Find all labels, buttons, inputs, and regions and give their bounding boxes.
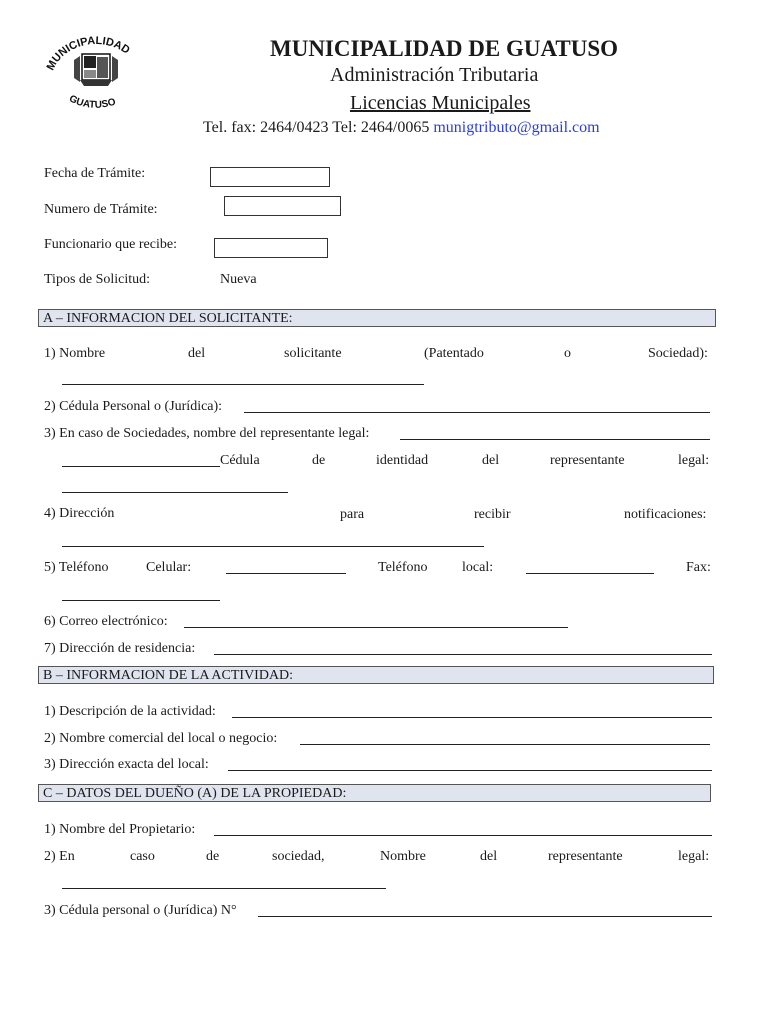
- a-q5-fax-line[interactable]: [62, 600, 220, 601]
- a-q1-answer-line[interactable]: [62, 384, 424, 385]
- numero-label: Numero de Trámite:: [44, 202, 158, 217]
- a-q3b-w1: de: [312, 453, 326, 468]
- a-q1-w1: del: [188, 346, 206, 361]
- contact-phones: Tel. fax: 2464/0423 Tel: 2464/0065: [203, 119, 430, 136]
- section-b-header: B – INFORMACION DE LA ACTIVIDAD:: [38, 666, 714, 684]
- c-q2-w1: caso: [130, 849, 155, 864]
- c-q2-w7: legal:: [678, 849, 710, 864]
- a-q1-w4: o: [564, 346, 571, 361]
- c-q1-label: 1) Nombre del Propietario:: [44, 822, 196, 837]
- page-subtitle-administracion: Administración Tributaria: [330, 64, 539, 86]
- a-q1-w5: Sociedad):: [648, 346, 708, 361]
- b-q3-answer-line[interactable]: [228, 770, 712, 771]
- a-q5-w0: 5) Teléfono: [44, 560, 109, 575]
- c-q2-w5: del: [480, 849, 498, 864]
- contact-line: [203, 119, 600, 137]
- logo-top-text: MUNICIPALIDAD: [44, 34, 132, 73]
- a-q4-w0: 4) Dirección: [44, 506, 115, 521]
- a-q5-w3: local:: [462, 560, 494, 575]
- fecha-input[interactable]: [210, 167, 330, 187]
- b-q2-answer-line[interactable]: [300, 744, 710, 745]
- a-q6-label: 6) Correo electrónico:: [44, 614, 168, 629]
- funcionario-input[interactable]: [214, 238, 328, 258]
- municipal-seal-icon: [40, 30, 150, 110]
- municipal-logo: [40, 30, 150, 110]
- a-q3b-w0: Cédula: [220, 453, 260, 468]
- section-c-header: C – DATOS DEL DUEÑO (A) DE LA PROPIEDAD:: [38, 784, 711, 802]
- c-q2-w2: de: [206, 849, 220, 864]
- a-q3-label: 3) En caso de Sociedades, nombre del representante legal:: [44, 426, 370, 441]
- a-q1-w0: 1) Nombre: [44, 346, 106, 361]
- a-q4-w1: para: [340, 507, 365, 522]
- a-q2-label: 2) Cédula Personal o (Jurídica):: [44, 399, 223, 414]
- a-q5-w4: Fax:: [686, 560, 711, 575]
- c-q2-w6: representante: [548, 849, 623, 864]
- a-q1-w3: (Patentado: [424, 346, 484, 361]
- tipos-label: Tipos de Solicitud:: [44, 272, 151, 287]
- tipos-value: Nueva: [220, 272, 257, 287]
- a-q7-answer-line[interactable]: [214, 654, 712, 655]
- c-q2-answer-line[interactable]: [62, 888, 386, 889]
- a-q5-w1: Celular:: [146, 560, 192, 575]
- c-q2-w4: Nombre: [380, 849, 426, 864]
- page-subtitle-licencias: Licencias Municipales: [350, 92, 531, 114]
- c-q1-answer-line[interactable]: [214, 835, 712, 836]
- a-q2-answer-line[interactable]: [244, 412, 710, 413]
- a-q6-answer-line[interactable]: [184, 627, 568, 628]
- a-q3b-w3: del: [482, 453, 500, 468]
- a-q3b-answer-line[interactable]: [62, 466, 220, 467]
- a-q3b-w2: identidad: [376, 453, 429, 468]
- b-q1-answer-line[interactable]: [232, 717, 712, 718]
- a-q3b-w4: representante: [550, 453, 625, 468]
- a-q4-w3: notificaciones:: [624, 507, 707, 522]
- fecha-label: Fecha de Trámite:: [44, 166, 146, 181]
- c-q3-answer-line[interactable]: [258, 916, 712, 917]
- contact-email-link[interactable]: munigtributo@gmail.com: [433, 119, 600, 136]
- c-q2-w0: 2) En: [44, 849, 75, 864]
- section-a-header: A – INFORMACION DEL SOLICITANTE:: [38, 309, 716, 327]
- b-q3-label: 3) Dirección exacta del local:: [44, 757, 209, 772]
- a-q3c-answer-line[interactable]: [62, 492, 288, 493]
- logo-bottom-text: GUATUSO: [67, 93, 118, 110]
- b-q1-label: 1) Descripción de la actividad:: [44, 704, 216, 719]
- a-q1-w2: solicitante: [284, 346, 342, 361]
- svg-text:GUATUSO: [67, 93, 117, 110]
- c-q2-w3: sociedad,: [272, 849, 325, 864]
- a-q4-w2: recibir: [474, 507, 511, 522]
- a-q5-local-line[interactable]: [526, 573, 654, 574]
- a-q5-celular-line[interactable]: [226, 573, 346, 574]
- a-q3b-w5: legal:: [678, 453, 710, 468]
- a-q3-answer-line[interactable]: [400, 439, 710, 440]
- b-q2-label: 2) Nombre comercial del local o negocio:: [44, 731, 278, 746]
- a-q7-label: 7) Dirección de residencia:: [44, 641, 196, 656]
- a-q4-answer-line[interactable]: [62, 546, 484, 547]
- page-title: MUNICIPALIDAD DE GUATUSO: [270, 36, 618, 61]
- c-q3-label: 3) Cédula personal o (Jurídica) N°: [44, 903, 237, 918]
- numero-input[interactable]: [224, 196, 341, 216]
- a-q5-w2: Teléfono: [378, 560, 428, 575]
- funcionario-label: Funcionario que recibe:: [44, 237, 177, 252]
